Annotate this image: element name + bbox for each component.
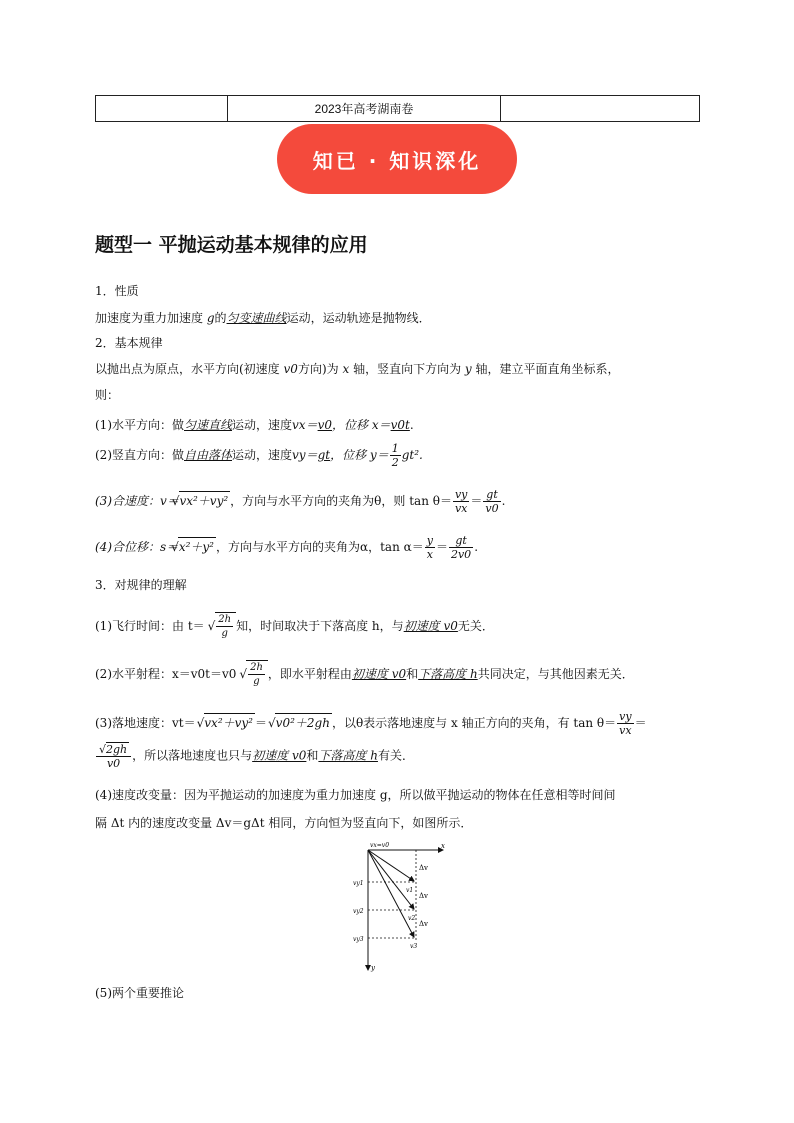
label-vy1: vy1 [353,880,364,887]
label-x-axis: x [441,842,445,850]
header-cell-center: 2023年高考湖南卷 [228,96,501,122]
s1-head: 1．性质 [95,284,139,298]
label-v3: v3 [410,943,418,950]
underline-uniform-curve: 匀变速曲线 [226,311,287,325]
label-y-axis: y [371,964,375,972]
s2-line2: (2)竖直方向：做自由落体运动，速度vy＝gt，位移 y＝ $\frac{1}{2}$ gt². [95,442,423,469]
header-table [95,95,700,122]
label-v1: v1 [406,887,414,894]
s3-head: 3．对规律的理解 [95,578,187,592]
v1-vector [368,850,414,881]
s3-line5a: (4)速度改变量：因为平抛运动的加速度为重力加速度 g，所以做平抛运动的物体在任意相等时间间 [95,788,616,802]
s2-line3: (3)合速度：v＝√ vx²＋vy² ，方向与水平方向的夹角为θ，则 tan θ＝ $\frac{vy}{vx}$ ＝ $\frac{gt}{v0}$ . [95,488,505,515]
s2-head: 2．基本规律 [95,336,163,350]
label-vy3: vy3 [353,936,364,943]
s2-intro: 以抛出点为原点，水平方向(初速度 v0方向)为 x 轴，竖直向下方向为 y 轴，建立平面直角坐标系， [95,362,620,376]
header-cell-left [96,96,228,122]
label-dv1: Δv [419,864,429,872]
section-title: 题型一 平抛运动基本规律的应用 [95,234,368,256]
header-cell-right [501,96,700,122]
s3-line3: (3)落地速度：vt＝√ vx²＋vy² ＝√ v0²＋2gh ，以θ表示落地速度与 x 轴正方向的夹角，有 tan θ＝ $\frac{vy}{vx}$ ＝ [95,710,647,737]
section-banner [277,124,517,194]
velocity-change-figure [348,840,448,975]
s3-line1: (1)飞行时间：由 t＝ √ $\frac{2h}{g}$ 知，时间取决于下落高度 h，与初速度 v0无关． [95,612,494,640]
label-vx: vx=v0 [370,842,390,849]
label-vy2: vy2 [353,908,364,915]
s1-line: 加速度为重力加速度 g的匀变速曲线运动，运动轨迹是抛物线． [95,311,431,325]
label-dv2: Δv [419,892,429,900]
label-dv3: Δv [419,920,429,928]
v2-vector [368,850,414,909]
s2-line4: (4)合位移：s＝√ x²＋y² ，方向与水平方向的夹角为α，tan α＝ $\frac{y}{x}$ ＝ $\frac{gt}{2v0}$ . [95,534,478,561]
banner-text: 知已 · 知识深化 [312,148,482,173]
s2-intro-cont: 则： [95,388,120,402]
s3-line6: (5)两个重要推论 [95,986,184,1000]
s3-line4: √ $\frac{2gh}{v0}$ ，所以落地速度也只与初速度 v0和下落高度 h有关． [95,742,414,770]
s3-line5b: 隔 Δt 内的速度改变量 Δv＝gΔt 相同，方向恒为竖直向下，如图所示． [95,816,473,830]
label-v2: v2 [408,915,416,922]
s3-line2: (2)水平射程：x＝v0t＝v0 √ $\frac{2h}{g}$ ，即水平射程由初速度 v0和下落高度 h共同决定，与其他因素无关． [95,660,634,688]
s2-line1: (1)水平方向：做匀速直线运动，速度vx＝v0，位移 x＝v0t. [95,418,414,432]
